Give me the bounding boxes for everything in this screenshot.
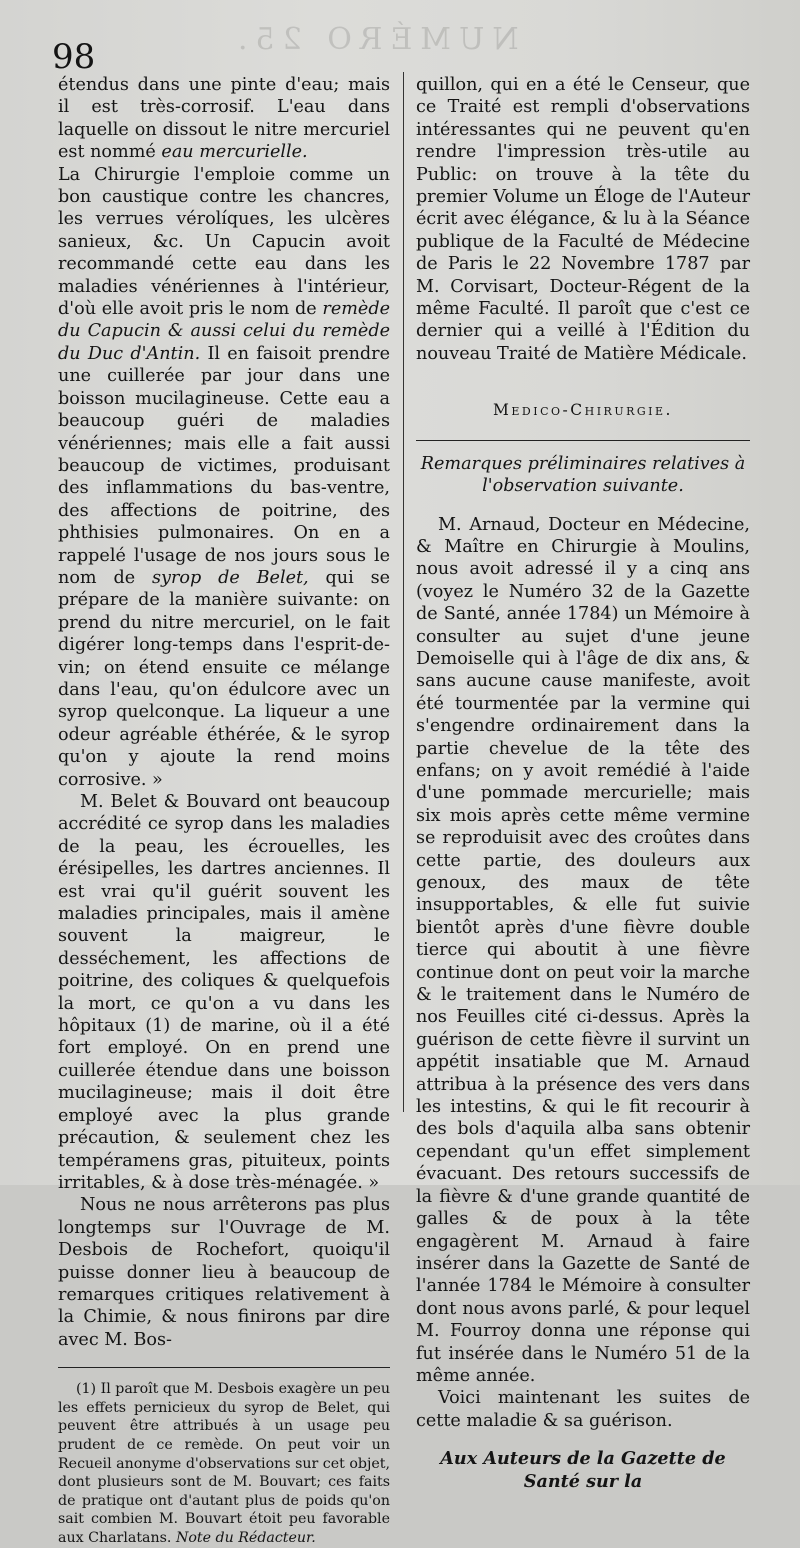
paragraph: M. Arnaud, Docteur en Médecine, & Maître en Chirurgie à Moulins, nous avoit adressé il y a cinq ans (voyez le Numéro 32 de la Gazette de Santé, année 1784) un Mémoire à consulter au sujet d'une jeune Demoiselle qui à l'âge de dix ans, & sans aucune cause manifeste, avoit été tourmentée par la vermine qui s'engendre ordinairement dans la partie chevelue de la tête des enfans; on y avoit remédié à l'aide d'une pommade mercurielle; mais six mois après cette même vermine se reproduisit avec des croûtes dans cette partie, des douleurs aux genoux, des maux de tête insupportables, & elle fut suivie bientôt après d'une fièvre double tierce qui aboutit à une fièvre continue dont on peut voir la marche & le traitement dans le Numéro de nos Feuilles cité ci-dessus. Après la guérison de cette fièvre il survint un appétit insatiable que M. Arnaud attribua à la présence des vers dans les intestins, & qui le fit recourir à des bols d'aquila alba sans obtenir cependant qu'un effet simplement évacuant. Des retours successifs de la fièvre & d'une grande quantité de galles & de poux à la tête engagèrent M. Arnaud à faire insérer dans la Gazette de Santé de l'année 1784 le Mémoire à consulter dont nous avons parlé, & pour lequel M. Fourroy donna une réponse qui fut insérée dans le Numéro 51 de la même année. [416,514,750,1386]
page-number: 98 [52,37,96,77]
paragraph: étendus dans une pinte d'eau; mais il est très-corrosif. L'eau dans laquelle on dissout le nitre mercuriel est nommé eau mercurielle. [58,75,390,163]
left-column [58,74,390,1548]
footnote: (1) Il paroît que M. Desbois exagère un peu les effets pernicieux du syrop de Belet, qui peuvent être attribués à un usage peu prudent de ce remède. On peut voir un Recueil anonyme d'observations sur cet objet, dont plusieurs sont de M. Bouvart; ces faits de pratique ont d'autant plus de poids qu'on sait combien M. Bouvart étoit peu favorable aux Charlatans. Note du Rédacteur. [58,1381,390,1546]
paragraph: quillon, qui en a été le Censeur, que ce Traité est rempli d'observations intéressantes qui ne peuvent qu'en rendre l'impression très-utile au Public: on trouve à la tête du premier Volume un Éloge de l'Auteur écrit avec élégance, & lu à la Séance publique de la Faculté de Médecine de Paris le 22 Novembre 1787 par M. Corvisart, Docteur-Régent de la même Faculté. Il paroît que c'est ce dernier qui a veillé à l'Édition du nouveau Traité de Matière Médicale. [416,75,750,364]
right-column [416,74,750,1493]
section-title: Medico-Chirurgie. [493,401,673,420]
footnote-rule [58,1367,390,1368]
section-rule [416,440,750,441]
subtitle: Remarques préliminaires relatives à l'observation suivante. [420,453,746,497]
paragraph: M. Belet & Bouvard ont beaucoup accrédité ce syrop dans les maladies de la peau, les écrouelles, les érésipelles, les dartres anciennes. Il est vrai qu'il guérit souvent les maladies principales, mais il amène souvent la maigreur, le desséchement, les affections de poitrine, des coliques & quelquefois la mort, ce qu'on a vu dans les hôpitaux (1) de marine, où il a été fort employé. On en prend une cuillerée étendue dans une boisson mucilagineuse; mais il doit être employé avec la plus grande précaution, & seulement chez les tempéramens gras, pituiteux, points irritables, & à dose très-ménagée. » [58,792,390,1193]
closing-heading: Aux Auteurs de la Gazette de Santé sur la [440,1448,726,1492]
paragraph: Voici maintenant les suites de cette maladie & sa guérison. [416,1388,750,1431]
column-divider [403,72,404,1112]
paragraph: La Chirurgie l'emploie comme un bon caustique contre les chancres, les verrues vérolíques, les ulcères sanieux, &c. Un Capucin avoit recommandé cette eau dans les maladies vénériennes à l'intérieur, d'où elle avoit pris le nom de remède du Capucin & aussi celui du remède du Duc d'Antin. Il en faisoit prendre une cuillerée par jour dans une boisson mucilagineuse. Cette eau a beaucoup guéri de maladies vénériennes; mais elle a fait aussi beaucoup de victimes, produisant des inflammations du bas-ventre, des affections de poitrine, des phthisies pulmonaires. On en a rappelé l'usage de nos jours sous le nom de syrop de Belet, qui se prépare de la manière suivante: on prend du nitre mercuriel, on le fait digérer long-temps dans l'esprit-de-vin; on étend ensuite ce mélange dans l'eau, qu'on édulcore avec un syrop quelconque. La liqueur a une odeur agréable éthérée, & le syrop qu'on y ajoute la rend moins corrosive. » [58,164,391,790]
bleed-through-header: NUMÉRO 25. [230,22,519,57]
paragraph: Nous ne nous arrêterons pas plus longtemps sur l'Ouvrage de M. Desbois de Rochefort, quoiqu'il puisse donner lieu à beaucoup de remarques critiques relativement à la Chimie, & nous finirons par dire avec M. Bos- [58,1195,390,1350]
